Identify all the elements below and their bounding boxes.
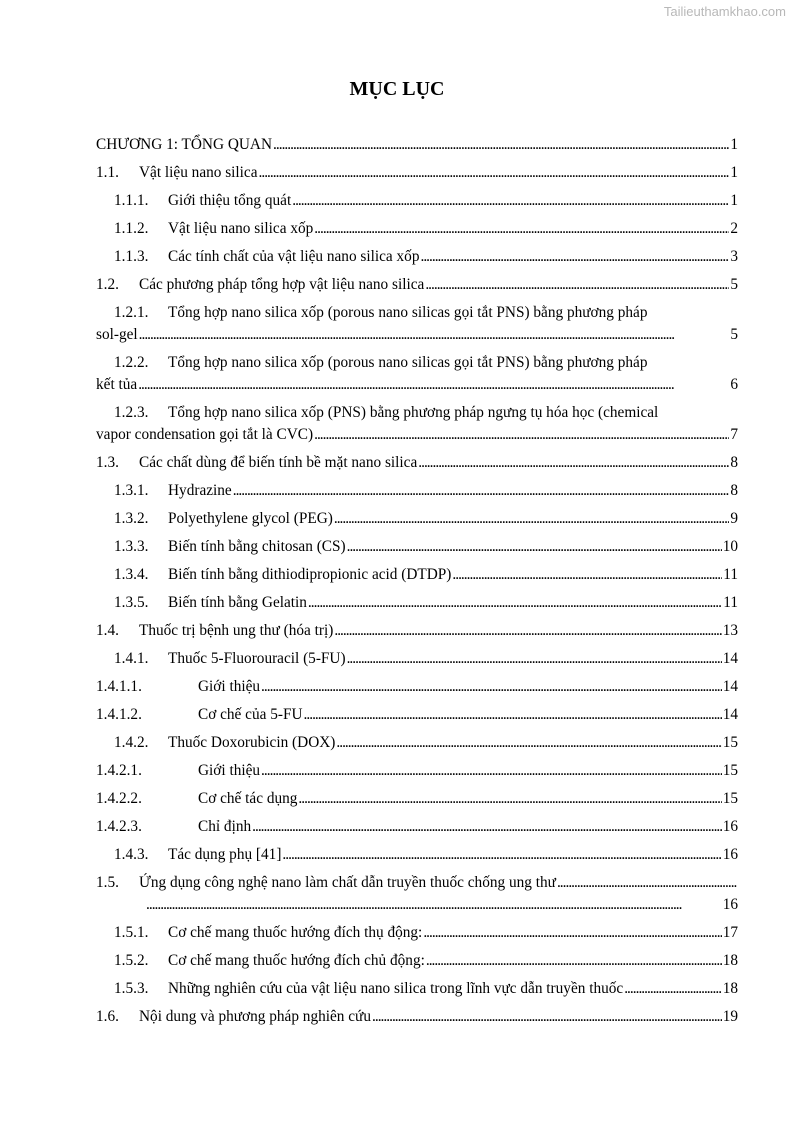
toc-entry-line: [114, 922, 738, 944]
toc-entry-number: 1.4.1.2.: [96, 706, 142, 723]
toc-entry-number: 1.5.1.: [114, 924, 149, 941]
dot-leader: [139, 324, 730, 346]
toc-entry[interactable]: [96, 564, 738, 586]
toc-entry-title: Thuốc Doxorubicin (DOX): [168, 734, 336, 751]
toc-entry-page: 10: [722, 538, 738, 555]
toc-entry-line: [96, 816, 738, 838]
toc-entry-page: 15: [722, 790, 738, 807]
toc-entry-line: [96, 704, 738, 726]
toc-entry-number: 1.3.: [96, 454, 119, 471]
toc-entry[interactable]: [96, 302, 738, 346]
toc-entry-number: 1.2.1.: [114, 304, 149, 321]
toc-entry-title: Chỉ định: [198, 818, 252, 835]
toc-entry-number: 1.1.2.: [114, 220, 149, 237]
toc-entry-line: [96, 274, 738, 296]
toc-entry-number: 1.1.: [96, 164, 119, 181]
toc-entry-line: [114, 352, 738, 374]
toc-entry-number: 1.4.1.: [114, 650, 149, 667]
toc-entry[interactable]: [96, 872, 738, 916]
toc-entry-page: 1: [730, 164, 738, 181]
dot-leader: [261, 760, 722, 782]
toc-entry-line: [114, 218, 738, 240]
toc-entry-title: Cơ chế tác dụng: [198, 790, 298, 807]
toc-entry-title: Biến tính bằng chitosan (CS): [168, 538, 346, 555]
toc-entry-number: 1.3.4.: [114, 566, 149, 583]
table-of-contents: [96, 128, 738, 1028]
toc-entry-title: Cơ chế mang thuốc hướng đích chủ động:: [168, 952, 425, 969]
toc-entry-title: Tổng hợp nano silica xốp (porous nano silicas gọi tắt PNS) bằng phương pháp: [168, 304, 648, 321]
toc-entry[interactable]: [96, 274, 738, 296]
toc-entry[interactable]: [96, 480, 738, 502]
dot-leader: [233, 480, 730, 502]
dot-leader: [347, 648, 722, 670]
toc-entry-title: Những nghiên cứu của vật liệu nano silica trong lĩnh vực dẫn truyền thuốc: [168, 980, 624, 997]
toc-entry-line: [114, 190, 738, 212]
toc-entry[interactable]: [96, 352, 738, 396]
toc-entry-page: 14: [722, 678, 738, 695]
watermark: Tailieuthamkhao.com: [663, 4, 786, 19]
toc-entry-continuation: kết tủa: [96, 376, 138, 393]
dot-leader: [292, 190, 729, 212]
toc-entry-number: 1.5.2.: [114, 952, 149, 969]
toc-entry-line: [96, 788, 738, 810]
toc-entry-line: [114, 302, 738, 324]
toc-entry-page: 15: [722, 734, 738, 751]
toc-entry[interactable]: [96, 508, 738, 530]
toc-entry[interactable]: [96, 950, 738, 972]
toc-entry[interactable]: [96, 922, 738, 944]
toc-entry-page: 1: [730, 136, 738, 153]
toc-entry-title: Giới thiệu: [198, 678, 261, 695]
toc-entry-page: 3: [730, 248, 738, 265]
toc-entry-title: Các tính chất của vật liệu nano silica xốp: [168, 248, 420, 265]
toc-entry-line: [96, 620, 738, 642]
toc-entry-page: 16: [722, 818, 738, 835]
toc-entry[interactable]: [96, 218, 738, 240]
toc-entry-page: 8: [730, 454, 738, 471]
toc-entry-number: 1.3.3.: [114, 538, 149, 555]
dot-leader: [452, 564, 722, 586]
toc-entry-page: 2: [730, 220, 738, 237]
toc-entry-line: [114, 402, 738, 424]
toc-entry-title: Ứng dụng công nghệ nano làm chất dẫn truyền thuốc chống ung thư: [139, 874, 556, 891]
dot-leader: [261, 676, 722, 698]
toc-entry-number: 1.4.1.1.: [96, 678, 142, 695]
toc-entry-title: Giới thiệu: [198, 762, 261, 779]
toc-entry-page: 16: [722, 846, 738, 863]
toc-entry-title: Thuốc 5-Fluorouracil (5-FU): [168, 650, 346, 667]
toc-entry-line: [96, 134, 738, 156]
toc-entry-number: 1.2.2.: [114, 354, 149, 371]
toc-entry-title: Tổng hợp nano silica xốp (porous nano silicas gọi tắt PNS) bằng phương pháp: [168, 354, 648, 371]
toc-entry-line: [114, 536, 738, 558]
dot-leader: [334, 508, 730, 530]
toc-entry-page: 15: [722, 762, 738, 779]
toc-entry-line: [96, 374, 738, 396]
toc-entry-number: 1.6.: [96, 1008, 119, 1025]
toc-entry[interactable]: [96, 134, 738, 156]
dot-leader: [372, 1006, 722, 1028]
dot-leader: [423, 922, 721, 944]
toc-entry[interactable]: [96, 620, 738, 642]
toc-entry-line: [96, 894, 738, 916]
toc-entry[interactable]: [96, 402, 738, 446]
toc-entry-number: 1.3.5.: [114, 594, 149, 611]
toc-entry-title: Tác dụng phụ [41]: [168, 846, 282, 863]
toc-entry-page: 14: [722, 706, 738, 723]
toc-entry-number: 1.4.2.2.: [96, 790, 142, 807]
toc-entry-page: 17: [722, 924, 738, 941]
toc-entry-title: Biến tính bằng Gelatin: [168, 594, 307, 611]
dot-leader: [426, 950, 722, 972]
toc-entry-line: [96, 324, 738, 346]
toc-entry-number: 1.5.: [96, 874, 119, 891]
toc-entry-line: [114, 950, 738, 972]
toc-entry-page: 19: [722, 1008, 738, 1025]
dot-leader: [336, 732, 721, 754]
toc-entry-title: CHƯƠNG 1: TỔNG QUAN: [96, 136, 273, 153]
toc-entry-continuation: sol-gel: [96, 326, 138, 343]
toc-entry-page: 1: [730, 192, 738, 209]
toc-entry-page: 16: [722, 896, 738, 913]
toc-entry-page: 11: [723, 566, 738, 583]
dot-leader: [252, 816, 722, 838]
toc-entry-title: Giới thiệu tổng quát: [168, 192, 292, 209]
toc-entry-page: 9: [730, 510, 738, 527]
toc-entry-page: 18: [722, 952, 738, 969]
toc-entry-page: 14: [722, 650, 738, 667]
toc-entry[interactable]: [96, 452, 738, 474]
toc-entry-number: 1.1.3.: [114, 248, 149, 265]
toc-entry-page: 5: [730, 276, 738, 293]
toc-entry-title: Tổng hợp nano silica xốp (PNS) bằng phương pháp ngưng tụ hóa học (chemical: [168, 404, 659, 421]
toc-entry-number: 1.5.3.: [114, 980, 149, 997]
toc-entry-number: 1.3.2.: [114, 510, 149, 527]
dot-leader: [146, 894, 722, 916]
dot-leader: [347, 536, 722, 558]
toc-entry-number: 1.4.2.1.: [96, 762, 142, 779]
toc-entry-line: [96, 872, 738, 894]
dot-leader: [420, 246, 729, 268]
toc-entry[interactable]: [96, 704, 738, 726]
dot-leader: [334, 620, 721, 642]
toc-entry-page: 13: [722, 622, 738, 639]
toc-entry[interactable]: [96, 190, 738, 212]
dot-leader: [308, 592, 722, 614]
toc-entry[interactable]: [96, 536, 738, 558]
toc-entry-number: 1.3.1.: [114, 482, 149, 499]
toc-entry-title: Nội dung và phương pháp nghiên cứu: [139, 1008, 371, 1025]
toc-entry[interactable]: [96, 816, 738, 838]
toc-entry-line: [96, 162, 738, 184]
toc-entry-title: Hydrazine: [168, 482, 232, 499]
toc-entry-title: Cơ chế mang thuốc hướng đích thụ động:: [168, 924, 423, 941]
toc-entry-title: Vật liệu nano silica xốp: [168, 220, 314, 237]
toc-entry-number: 1.4.2.: [114, 734, 149, 751]
toc-entry-line: [96, 760, 738, 782]
toc-entry-line: [96, 1006, 738, 1028]
toc-entry-number: 1.2.: [96, 276, 119, 293]
dot-leader: [557, 872, 737, 894]
toc-entry-title: Vật liệu nano silica: [139, 164, 258, 181]
toc-entry-number: 1.4.2.3.: [96, 818, 142, 835]
toc-entry-number: 1.1.1.: [114, 192, 149, 209]
dot-leader: [418, 452, 729, 474]
toc-entry[interactable]: [96, 246, 738, 268]
toc-entry-line: [114, 564, 738, 586]
dot-leader: [314, 218, 729, 240]
toc-entry-line: [114, 508, 738, 530]
dot-leader: [273, 134, 729, 156]
toc-entry-line: [96, 424, 738, 446]
toc-entry-page: 7: [730, 426, 738, 443]
toc-entry-number: 1.4.3.: [114, 846, 149, 863]
toc-entry[interactable]: [96, 978, 738, 1000]
toc-entry-page: 18: [722, 980, 738, 997]
toc-entry-line: [114, 732, 738, 754]
toc-entry-title: Cơ chế của 5-FU: [198, 706, 303, 723]
toc-entry-line: [114, 592, 738, 614]
dot-leader: [259, 162, 730, 184]
toc-entry-title: Các phương pháp tổng hợp vật liệu nano silica: [139, 276, 425, 293]
toc-entry-title: Các chất dùng để biến tính bề mặt nano silica: [139, 454, 418, 471]
toc-entry-number: 1.4.: [96, 622, 119, 639]
toc-entry-line: [114, 648, 738, 670]
dot-leader: [298, 788, 721, 810]
toc-entry-line: [114, 844, 738, 866]
toc-entry[interactable]: [96, 162, 738, 184]
dot-leader: [282, 844, 721, 866]
toc-entry-number: 1.2.3.: [114, 404, 149, 421]
dot-leader: [304, 704, 722, 726]
toc-entry-page: 6: [730, 376, 738, 393]
toc-entry-line: [96, 452, 738, 474]
toc-entry[interactable]: [96, 648, 738, 670]
toc-entry-page: 5: [730, 326, 738, 343]
dot-leader: [425, 274, 729, 296]
dot-leader: [624, 978, 722, 1000]
toc-entry-continuation: vapor condensation gọi tắt là CVC): [96, 426, 314, 443]
page-title: MỤC LỤC: [349, 78, 445, 100]
toc-entry[interactable]: [96, 788, 738, 810]
toc-entry-line: [114, 978, 738, 1000]
toc-entry-title: Biến tính bằng dithiodipropionic acid (DTDP): [168, 566, 452, 583]
toc-entry[interactable]: [96, 760, 738, 782]
toc-entry[interactable]: [96, 1006, 738, 1028]
toc-entry-line: [114, 246, 738, 268]
toc-entry-page: 8: [730, 482, 738, 499]
toc-entry-title: Thuốc trị bệnh ung thư (hóa trị): [139, 622, 334, 639]
toc-entry-line: [114, 480, 738, 502]
toc-entry-page: 11: [723, 594, 738, 611]
dot-leader: [138, 374, 729, 396]
toc-entry[interactable]: [96, 844, 738, 866]
toc-entry[interactable]: [96, 732, 738, 754]
toc-entry[interactable]: [96, 592, 738, 614]
toc-entry[interactable]: [96, 676, 738, 698]
toc-entry-title: Polyethylene glycol (PEG): [168, 510, 333, 527]
toc-entry-line: [96, 676, 738, 698]
dot-leader: [314, 424, 729, 446]
